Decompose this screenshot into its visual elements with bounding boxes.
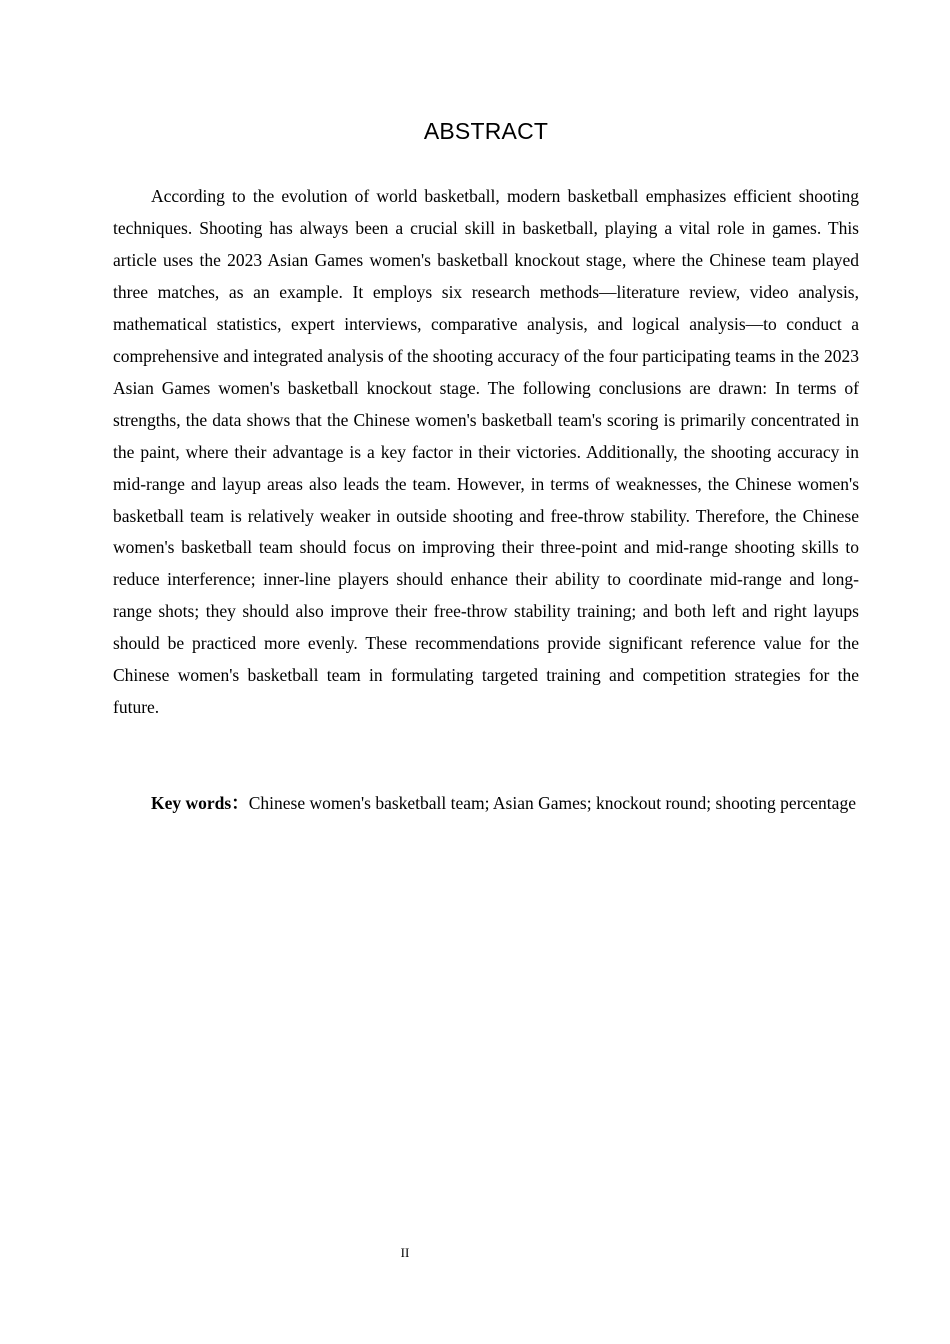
keywords-separator: ：: [231, 793, 249, 813]
keywords-paragraph: [113, 787, 859, 819]
keywords-label: Key words: [151, 793, 232, 813]
page-number: II: [400, 1245, 410, 1260]
keywords-list: Chinese women's basketball team; Asian Games; knockout round; shooting percentage: [248, 793, 856, 813]
abstract-title: ABSTRACT: [423, 118, 549, 144]
abstract-body: According to the evolution of world basketball, modern basketball emphasizes efficient shooting techniques. Shooting has always been a crucial skill in basketball, playing a vital role in games. This article uses the 2023 Asian Games women's basketball knockout stage, where the Chinese team played three matches, as an example. It employs six research methods—literature review, video analysis, mathematical statistics, expert interviews, comparative analysis, and logical analysis—to conduct a comprehensive and integrated analysis of the shooting accuracy of the four participating teams in the 2023 Asian Games women's basketball knockout stage. The following conclusions are drawn: In terms of strengths, the data shows that the Chinese women's basketball team's scoring is primarily concentrated in the paint, where their advantage is a key factor in their victories. Additionally, the shooting accuracy in mid-range and layup areas also leads the team. However, in terms of weaknesses, the Chinese women's basketball team is relatively weaker in outside shooting and free-throw stability. Therefore, the Chinese women's basketball team should focus on improving their three-point and mid-range shooting skills to reduce interference; inner-line players should enhance their ability to coordinate mid-range and long-range shots; they should also improve their free-throw stability training; and both left and right layups should be practiced more evenly. These recommendations provide significant reference value for the Chinese women's basketball team in formulating targeted training and competition strategies for the future.: [113, 186, 859, 718]
